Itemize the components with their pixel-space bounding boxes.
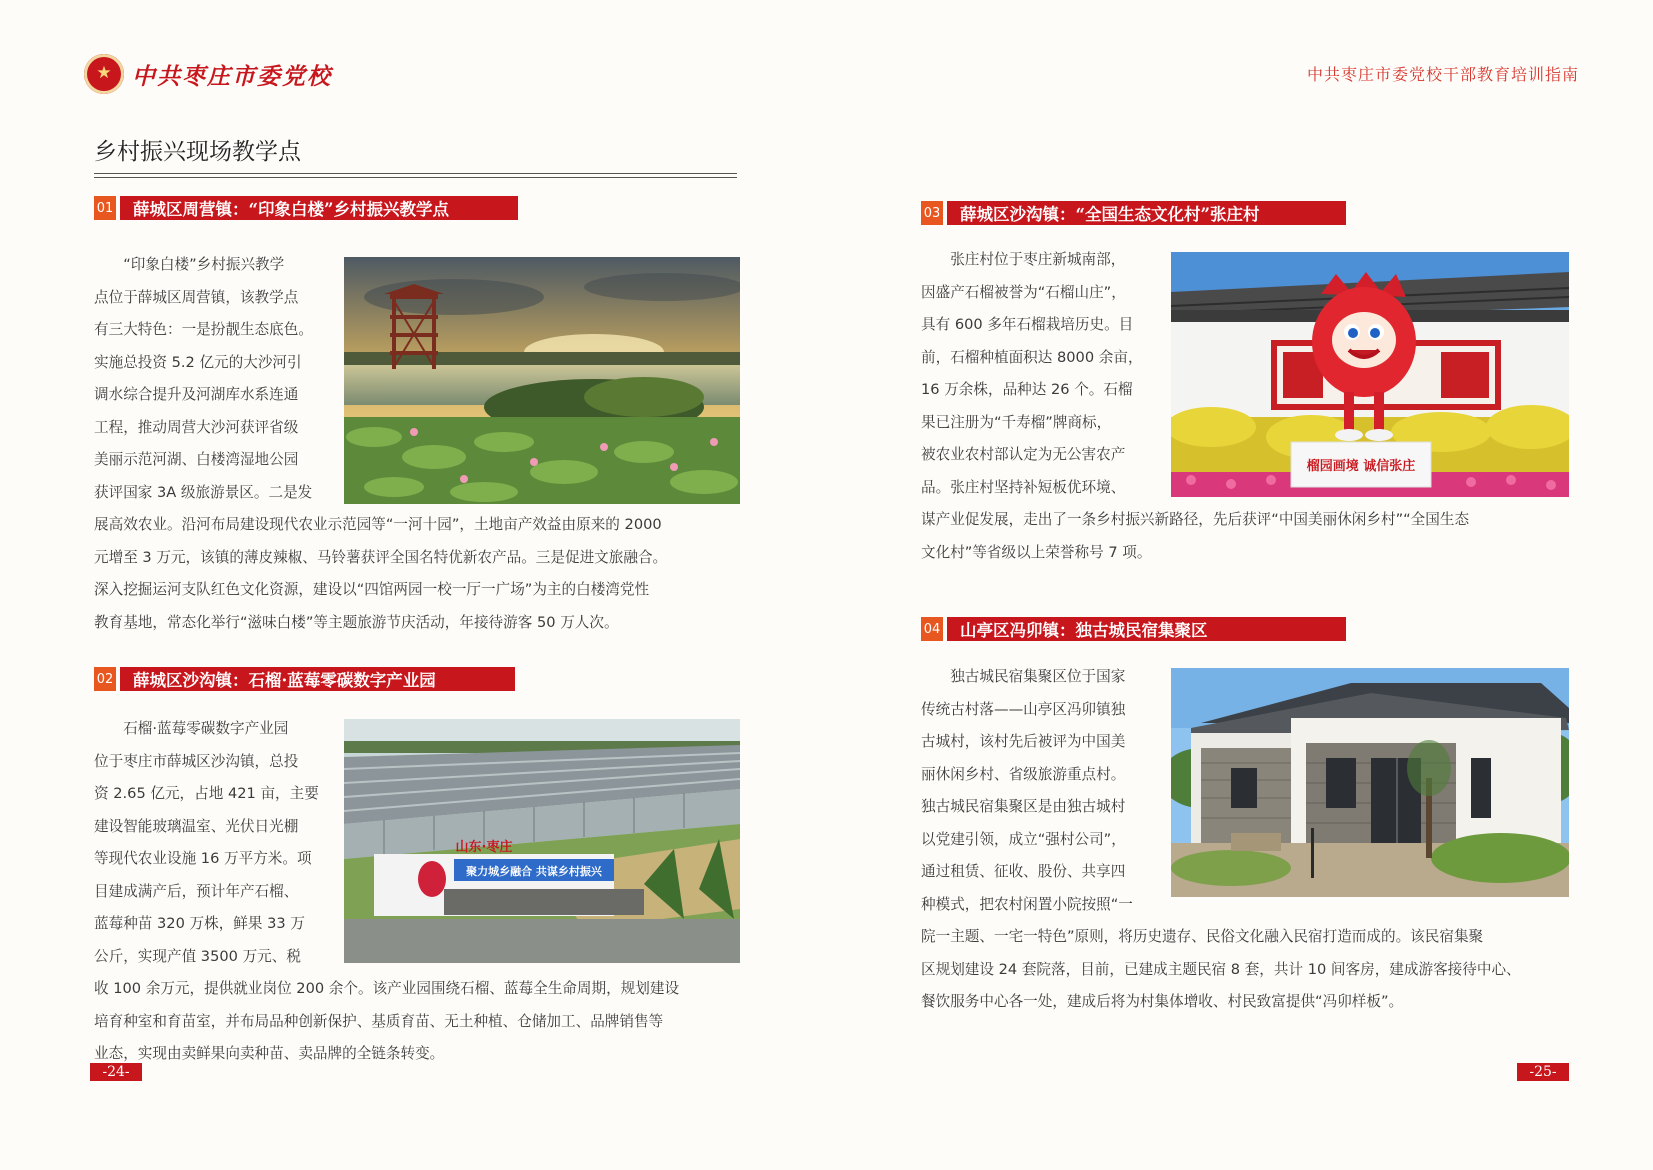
text-line: 建设智能玻璃温室、光伏日光棚 <box>94 817 299 835</box>
text-line: 餐饮服务中心各一处，建成后将为村集体增收、村民致富提供“冯卯样板”。 <box>921 993 1404 1010</box>
item-number: 01 <box>94 196 116 220</box>
text-line: 蓝莓种苗 320 万株，鲜果 33 万 <box>94 915 305 932</box>
text-line: 种模式，把农村闲置小院按照“一 <box>921 895 1133 913</box>
text-line: 业态，实现由卖鲜果向卖种苗、卖品牌的全链条转变。 <box>94 1045 445 1062</box>
text-line: 调水综合提升及河湖库水系连通 <box>94 386 299 403</box>
pedestal-text: 榴园画境 诚信张庄 <box>1306 459 1416 474</box>
text-line: 古城村，该村先后被评为中国美 <box>921 733 1126 750</box>
item-title: 薛城区沙沟镇：石榴·蓝莓零碳数字产业园 <box>120 667 515 691</box>
item-body-full <box>921 921 1571 1019</box>
text-line: 实施总投资 5.2 亿元的大沙河引 <box>94 353 302 371</box>
text-line: 张庄村位于枣庄新城南部， <box>950 251 1126 268</box>
text-line: 传统古村落——山亭区冯卯镇独 <box>921 700 1126 718</box>
page-number-right: -25- <box>1517 1063 1569 1081</box>
item-body-wrap <box>921 661 1161 921</box>
text-line: 培育种室和育苗室，并布局品种创新保护、基质育苗、无土种植、仓储加工、品牌销售等 <box>94 1012 664 1030</box>
text-line: 教育基地，常态化举行“滋味白楼”等主题旅游节庆活动，年接待游客 50 万人次。 <box>94 613 619 631</box>
text-line: 院一主题、一宅一特色”原则，将历史遗存、民俗文化融入民宿打造而成的。该民宿集聚 <box>921 928 1484 945</box>
item-title: 山亭区冯卯镇：独古城民宿集聚区 <box>947 617 1346 641</box>
title-rule <box>94 173 737 174</box>
stone-guesthouse-photo <box>1171 668 1569 897</box>
logo-text: 中共枣庄市委党校 <box>132 63 332 90</box>
text-line: 独古城民宿集聚区位于国家 <box>950 668 1126 685</box>
sign-brand: 山东·枣庄 <box>455 840 513 855</box>
text-line: 收 100 余万元，提供就业岗位 200 余个。该产业园围绕石榴、蓝莓全生命周期，规划建设 <box>94 980 680 997</box>
sign-slogan: 聚力城乡融合 共谋乡村振兴 <box>466 865 602 878</box>
text-line: 16 万余株，品种达 26 个。石榴 <box>921 381 1133 398</box>
text-line: “印象白楼”乡村振兴教学 <box>123 256 285 273</box>
text-line: 品。张庄村坚持补短板优环境、 <box>921 478 1126 496</box>
item-number: 03 <box>921 201 943 225</box>
item-title: 薛城区周营镇：“印象白楼”乡村振兴教学点 <box>120 196 518 220</box>
item-body-wrap <box>94 249 334 509</box>
text-line: 美丽示范河湖、白楼湾湿地公园 <box>94 451 299 468</box>
text-line: 通过租赁、征收、股份、共享四 <box>921 863 1126 880</box>
item-body-wrap <box>94 713 334 973</box>
item-heading <box>94 667 515 691</box>
item-body-wrap <box>921 244 1161 504</box>
page-number-left: -24- <box>90 1063 142 1081</box>
party-school-emblem <box>84 54 124 94</box>
text-line: 等现代农业设施 16 万平方米。项 <box>94 850 312 867</box>
text-line: 以党建引领，成立“强村公司”， <box>921 830 1126 848</box>
guide-title: 中共枣庄市委党校干部教育培训指南 <box>1306 65 1579 84</box>
text-line: 位于枣庄市薛城区沙沟镇，总投 <box>94 752 299 770</box>
text-line: 文化村”等省级以上荣誉称号 7 项。 <box>921 543 1152 561</box>
wetland-watchtower-photo <box>344 257 740 504</box>
item-heading <box>94 196 518 220</box>
item-number: 02 <box>94 667 116 691</box>
text-line: 有三大特色：一是扮靓生态底色。 <box>94 321 313 338</box>
text-line: 深入挖掘运河支队红色文化资源，建设以“四馆两园一校一厅一广场”为主的白楼湾党性 <box>94 581 650 598</box>
item-body-full <box>921 504 1571 569</box>
text-line: 具有 600 多年石榴栽培历史。目 <box>921 316 1134 333</box>
text-line: 石榴·蓝莓零碳数字产业园 <box>123 720 289 737</box>
text-line: 工程，推动周营大沙河获评省级 <box>94 418 299 436</box>
text-line: 区规划建设 24 套院落，目前，已建成主题民宿 8 套，共计 10 间客房，建成游客接待中心、 <box>921 960 1521 978</box>
text-line: 谋产业促发展，走出了一条乡村振兴新路径，先后获评“中国美丽休闲乡村”“全国生态 <box>921 511 1470 528</box>
item-title: 薛城区沙沟镇：“全国生态文化村”张庄村 <box>947 201 1346 225</box>
text-line: 公斤，实现产值 3500 万元、税 <box>94 947 301 965</box>
text-line: 目建成满产后，预计年产石榴、 <box>94 882 299 900</box>
text-line: 果已注册为“千寿榴”牌商标， <box>921 413 1112 431</box>
text-line: 因盛产石榴被誉为“石榴山庄”， <box>921 283 1126 301</box>
title-rule <box>94 177 737 178</box>
item-heading <box>921 201 1346 225</box>
text-line: 获评国家 3A 级旅游景区。二是发 <box>94 483 313 501</box>
text-line: 点位于薛城区周营镇，该教学点 <box>94 288 299 306</box>
text-line: 前，石榴种植面积达 8000 余亩， <box>921 348 1143 366</box>
text-line: 展高效农业。沿河布局建设现代农业示范园等“一河十园”，土地亩产效益由原来的 2000 <box>94 516 662 533</box>
text-line: 丽休闲乡村、省级旅游重点村。 <box>921 765 1126 783</box>
text-line: 元增至 3 万元，该镇的薄皮辣椒、马铃薯获评全国名特优新农产品。三是促进文旅融合。 <box>94 548 668 566</box>
text-line: 被农业农村部认定为无公害农产 <box>921 446 1126 463</box>
text-line: 资 2.65 亿元，占地 421 亩，主要 <box>94 785 319 802</box>
item-body-full <box>94 973 739 1071</box>
item-heading <box>921 617 1346 641</box>
section-title: 乡村振兴现场教学点 <box>94 139 301 165</box>
item-number: 04 <box>921 617 943 641</box>
greenhouse-park-photo <box>344 719 740 963</box>
text-line: 独古城民宿集聚区是由独古城村 <box>921 798 1126 815</box>
item-body-full <box>94 509 739 639</box>
pomegranate-mascot-photo <box>1171 252 1569 497</box>
